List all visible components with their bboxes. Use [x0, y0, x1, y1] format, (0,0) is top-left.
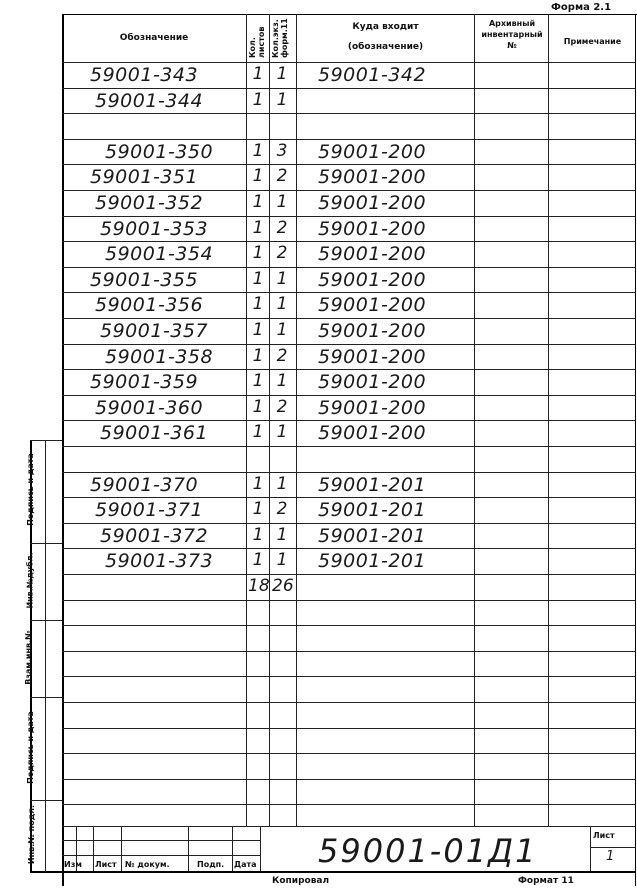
where-used-cell: 59001-201: [318, 525, 427, 547]
title-row-1: [62, 840, 260, 841]
designation-cell: 59001-360: [95, 397, 204, 419]
designation-cell: 59001-344: [95, 90, 204, 112]
sheets-cell: 1: [252, 371, 264, 391]
sheets-cell: 1: [252, 64, 264, 84]
copies-cell: 1: [276, 294, 288, 314]
row-rule: [62, 753, 636, 754]
row-rule: [62, 446, 636, 447]
title-row-2: [62, 855, 260, 856]
title-col-4: [188, 826, 189, 871]
side-label-vzam-inv: Взам.инв.№: [23, 630, 33, 685]
title-col-2: [93, 826, 94, 871]
row-rule: [62, 267, 636, 268]
row-rule: [62, 779, 636, 780]
sheets-cell: 1: [252, 90, 264, 110]
form-label: Форма 2.1: [551, 2, 612, 13]
row-rule: [62, 625, 636, 626]
document-number: 59001-01Д1: [318, 832, 538, 870]
sheets-cell: 1: [252, 320, 264, 340]
designation-cell: 59001-353: [100, 218, 209, 240]
designation-cell: 59001-373: [105, 550, 214, 572]
copies-cell: 1: [276, 371, 288, 391]
sheets-cell: 1: [252, 346, 264, 366]
copies-cell: 1: [276, 422, 288, 442]
sheets-cell: 1: [252, 192, 264, 212]
row-rule: [62, 164, 636, 165]
designation-cell: 59001-359: [90, 371, 199, 393]
header-sheet-count: Кол. листов: [248, 26, 266, 58]
side-label-inv-orig: Инв.№ подл.: [27, 804, 37, 865]
copies-cell: 2: [276, 243, 288, 263]
where-used-cell: 59001-200: [318, 320, 427, 342]
sheets-cell: 1: [252, 141, 264, 161]
header-designation: Обозначение: [119, 33, 189, 43]
where-used-cell: 59001-200: [318, 371, 427, 393]
title-block-top: [62, 826, 636, 827]
title-col-sign: Подп.: [197, 860, 225, 869]
copies-cell: 1: [276, 90, 288, 110]
footer-format: Формат 11: [518, 876, 574, 886]
copies-cell: 1: [276, 550, 288, 570]
title-col-date: Дата: [234, 860, 257, 869]
where-used-cell: 59001-200: [318, 243, 427, 265]
title-col-list: Лист: [95, 860, 117, 869]
where-used-cell: 59001-200: [318, 269, 427, 291]
designation-cell: 59001-361: [100, 422, 209, 444]
header-bottom-rule: [62, 62, 636, 63]
where-used-cell: 59001-201: [318, 499, 427, 521]
designation-cell: 59001-351: [90, 166, 199, 188]
copies-cell: 2: [276, 166, 288, 186]
row-rule: [62, 88, 636, 89]
where-used-cell: 59001-200: [318, 397, 427, 419]
side-div-4: [30, 697, 62, 698]
copies-cell: 1: [276, 192, 288, 212]
header-archive-number: Архивный инвентарный №: [481, 19, 543, 50]
frame-bottom: [30, 871, 636, 873]
designation-cell: 59001-354: [105, 243, 214, 265]
header-form-count: Кол.экз. форм.11: [271, 18, 289, 58]
title-col-5: [232, 826, 233, 871]
where-used-cell: 59001-201: [318, 550, 427, 572]
title-sheet-div: [590, 847, 636, 848]
copies-cell: 2: [276, 346, 288, 366]
copies-cell: 2: [276, 397, 288, 417]
footer-copied: Копировал: [272, 876, 330, 886]
designation-cell: 59001-371: [95, 499, 204, 521]
title-col-6: [260, 826, 261, 871]
copies-cell: 2: [276, 218, 288, 238]
sheets-cell: 1: [252, 218, 264, 238]
row-rule: [62, 318, 636, 319]
designation-cell: 59001-357: [100, 320, 209, 342]
side-div-1: [30, 440, 62, 441]
title-col-3: [121, 826, 122, 871]
side-div-5: [30, 800, 62, 801]
row-rule: [62, 523, 636, 524]
designation-cell: 59001-355: [90, 269, 199, 291]
where-used-cell: 59001-200: [318, 294, 427, 316]
frame-right: [635, 14, 636, 886]
sheets-cell: 1: [252, 550, 264, 570]
where-used-cell: 59001-200: [318, 141, 427, 163]
copies-cell: 1: [276, 525, 288, 545]
designation-cell: 59001-358: [105, 346, 214, 368]
side-div-3: [30, 620, 62, 621]
where-used-cell: 59001-200: [318, 346, 427, 368]
row-rule: [62, 292, 636, 293]
row-rule: [62, 497, 636, 498]
row-rule: [62, 804, 636, 805]
copies-cell: 1: [276, 64, 288, 84]
designation-cell: 59001-352: [95, 192, 204, 214]
title-col-7: [590, 826, 591, 871]
copies-cell: 1: [276, 320, 288, 340]
designation-cell: 59001-350: [105, 141, 214, 163]
header-where-used: Куда входит (обозначение): [347, 22, 424, 52]
row-rule: [62, 216, 636, 217]
row-rule: [62, 113, 636, 114]
where-used-cell: 59001-200: [318, 166, 427, 188]
row-rule: [62, 395, 636, 396]
row-rule: [62, 420, 636, 421]
title-col-doc: № докум.: [125, 860, 170, 869]
row-rule: [62, 139, 636, 140]
row-rule: [62, 548, 636, 549]
row-rule: [62, 344, 636, 345]
row-rule: [62, 369, 636, 370]
copies-cell: 1: [276, 269, 288, 289]
copies-cell: 3: [276, 141, 288, 161]
sheets-cell: 18: [248, 576, 270, 596]
sheets-cell: 1: [252, 269, 264, 289]
side-label-sign-date-top: Подпись и дата: [25, 453, 35, 526]
copies-cell: 2: [276, 499, 288, 519]
title-sheet-label: Лист: [593, 831, 615, 840]
sheets-cell: 1: [252, 525, 264, 545]
where-used-cell: 59001-200: [318, 422, 427, 444]
row-rule: [62, 651, 636, 652]
row-rule: [62, 190, 636, 191]
row-rule: [62, 676, 636, 677]
side-div-2: [30, 543, 62, 544]
sheets-cell: 1: [252, 294, 264, 314]
where-used-cell: 59001-200: [318, 192, 427, 214]
designation-cell: 59001-370: [90, 474, 199, 496]
where-used-cell: 59001-200: [318, 218, 427, 240]
header-note: Примечание: [563, 37, 622, 46]
frame-top: [62, 14, 637, 15]
row-rule: [62, 241, 636, 242]
title-col-izm: Изм: [64, 860, 82, 869]
frame-left: [62, 14, 64, 886]
designation-cell: 59001-343: [90, 64, 199, 86]
designation-cell: 59001-372: [100, 525, 209, 547]
row-rule: [62, 472, 636, 473]
row-rule: [62, 600, 636, 601]
sheets-cell: 1: [252, 422, 264, 442]
sheets-cell: 1: [252, 166, 264, 186]
copies-cell: 26: [272, 576, 294, 596]
row-rule: [62, 702, 636, 703]
sheets-cell: 1: [252, 474, 264, 494]
side-frame-mid: [45, 440, 46, 872]
copies-cell: 1: [276, 474, 288, 494]
row-rule: [62, 574, 636, 575]
sheets-cell: 1: [252, 243, 264, 263]
where-used-cell: 59001-342: [318, 64, 427, 86]
row-rule: [62, 728, 636, 729]
designation-cell: 59001-356: [95, 294, 204, 316]
side-label-inv-dubl: Инв.№дубл.: [25, 552, 35, 609]
sheets-cell: 1: [252, 397, 264, 417]
side-label-sign-date-bottom: Подпись и дата: [25, 711, 35, 784]
where-used-cell: 59001-201: [318, 474, 427, 496]
sheets-cell: 1: [252, 499, 264, 519]
title-sheet-value: 1: [606, 849, 615, 864]
